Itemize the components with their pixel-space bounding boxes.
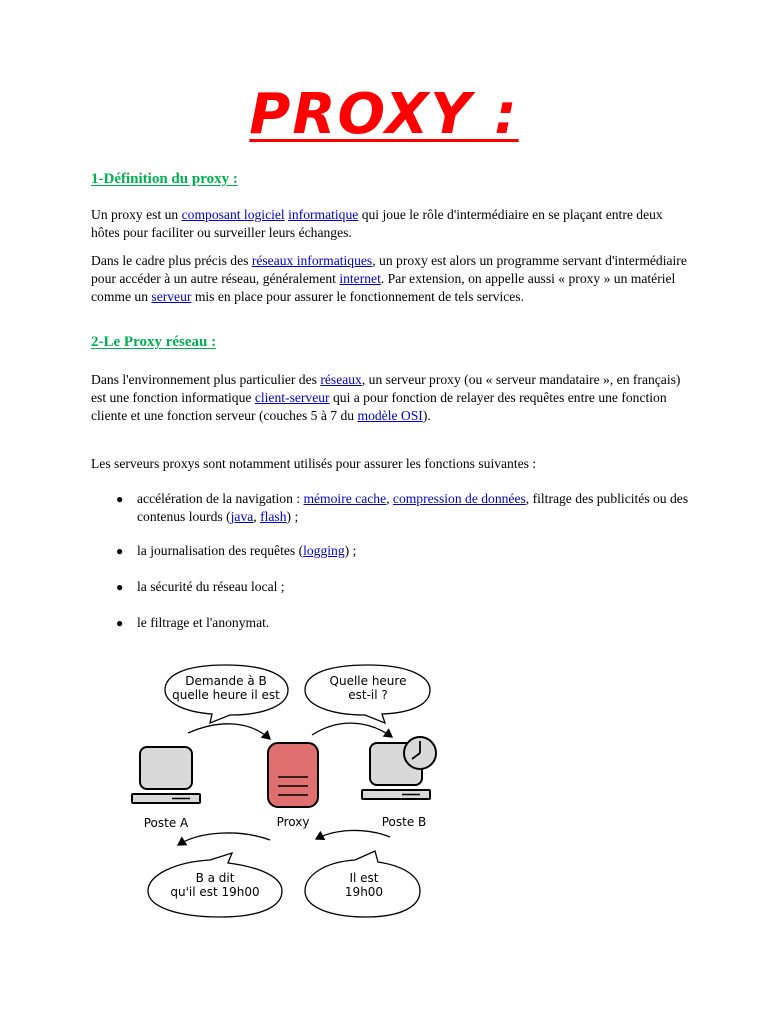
clock-icon — [404, 737, 436, 769]
link-serveur[interactable]: serveur — [151, 289, 192, 304]
speech-bubble-response-b — [305, 851, 420, 917]
bullet-icon: ● — [116, 544, 124, 558]
label-proxy: Proxy — [276, 815, 310, 829]
bubble-1-line-2: quelle heure il est — [172, 688, 280, 702]
link-flash[interactable]: flash — [260, 509, 287, 524]
section-2-heading: 2-Le Proxy réseau : — [91, 334, 217, 350]
bullet-icon: ● — [116, 616, 124, 630]
bubble-2-line-1: Quelle heure — [329, 674, 407, 688]
section-1-paragraph-1: Un proxy est un composant logiciel informatique qui joue le rôle d'intermédiaire en se plaçant entre deux hôtes pour faciliter ou surveiller leurs échanges. — [91, 207, 663, 240]
link-informatique[interactable]: informatique — [288, 207, 359, 222]
link-modele-osi[interactable]: modèle OSI — [357, 408, 423, 423]
speech-bubble-request-b — [305, 665, 430, 723]
bubble-4-line-2: 19h00 — [344, 885, 384, 899]
link-reseaux[interactable]: réseaux — [320, 372, 362, 387]
list-item: ● accélération de la navigation : mémoire cache, compression de données, filtrage des publicités ou des contenus lourds (java, flash) ; — [116, 491, 689, 524]
section-2-paragraph-1: Dans l'environnement plus particulier des réseaux, un serveur proxy (ou « serveur mandataire », en français) est une fonction informatique client-serveur qui a pour fonction de relayer des requêtes entre une fonction cliente et une fonction serveur (couches 5 à 7 du modèle OSI). — [91, 372, 681, 423]
link-internet[interactable]: internet — [339, 271, 381, 286]
link-logging[interactable]: logging — [303, 543, 345, 558]
arrow-proxy-to-b — [312, 723, 392, 737]
bullet-icon: ● — [116, 492, 124, 506]
label-poste-b: Poste B — [381, 815, 427, 829]
bubble-2-line-2: est-il ? — [348, 688, 388, 702]
section-1-heading: 1-Définition du proxy : — [91, 171, 238, 187]
proxy-diagram — [120, 655, 460, 925]
bubble-3-line-1: B a dit — [195, 871, 235, 885]
list-item: ● la sécurité du réseau local ; — [116, 579, 285, 594]
link-reseaux-informatiques[interactable]: réseaux informatiques — [251, 253, 373, 268]
bubble-1-line-1: Demande à B — [185, 674, 267, 688]
link-java[interactable]: java — [230, 509, 254, 524]
section-1-paragraph-2: Dans le cadre plus précis des réseaux informatiques, un proxy est alors un programme servant d'intermédiaire pour accéder à un autre réseau, généralement internet. Par extension, on appelle aussi « proxy » un matériel comme un serveur mis en place pour assurer le fonctionnement de tels services. — [91, 253, 687, 304]
link-composant-logiciel[interactable]: composant logiciel — [181, 207, 285, 222]
arrow-proxy-to-a — [178, 833, 270, 845]
arrow-a-to-proxy — [188, 724, 270, 739]
link-memoire-cache[interactable]: mémoire cache — [303, 491, 387, 506]
list-item: ● le filtrage et l'anonymat. — [116, 615, 270, 630]
arrow-b-to-proxy — [316, 830, 390, 839]
section-2-paragraph-2: Les serveurs proxys sont notamment utilisés pour assurer les fonctions suivantes : — [91, 456, 537, 471]
computer-icon — [132, 747, 200, 803]
link-compression-de-donnees[interactable]: compression de données — [392, 491, 526, 506]
link-client-serveur[interactable]: client-serveur — [254, 390, 330, 405]
list-item: ● la journalisation des requêtes (logging) ; — [116, 543, 357, 558]
speech-bubble-response-a — [148, 853, 282, 917]
server-icon — [268, 743, 318, 807]
bubble-4-line-1: Il est — [349, 871, 379, 885]
page-title: PROXY : — [249, 82, 519, 147]
speech-bubble-request-a — [165, 665, 288, 723]
label-poste-a: Poste A — [143, 816, 189, 830]
bullet-icon: ● — [116, 580, 124, 594]
bubble-3-line-2: qu'il est 19h00 — [170, 885, 260, 899]
